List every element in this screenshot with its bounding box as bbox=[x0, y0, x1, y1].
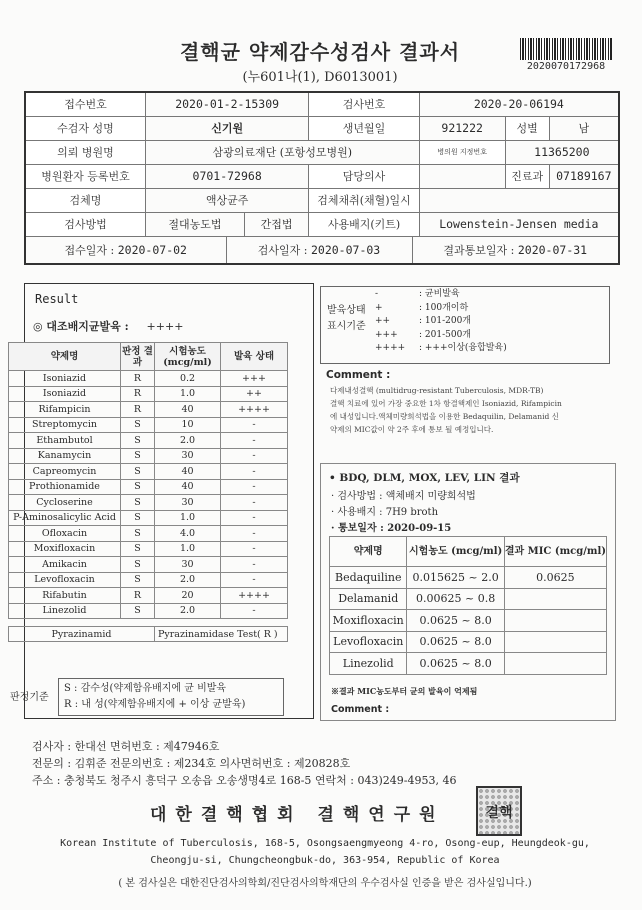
hospital-label: 의뢰 병원명 bbox=[25, 140, 145, 164]
drug-conc: 0.2 bbox=[155, 371, 221, 387]
drug-name: Moxifloxacin bbox=[9, 541, 121, 557]
dept-value: 07189167 bbox=[549, 164, 619, 188]
drug-result: R bbox=[121, 386, 155, 402]
table-row bbox=[9, 588, 288, 604]
official-seal bbox=[476, 786, 522, 836]
drug-conc: 40 bbox=[155, 479, 221, 495]
address-line: 주소 : 충청북도 청주시 흥덕구 오송읍 오송생명4로 168-5 연락처 : 043)249-4953, 46 bbox=[32, 774, 457, 787]
medium-label: 사용배지(키트) bbox=[309, 212, 419, 236]
comment-line: 에 내성입니다.액체미량희석법을 이용한 Bedaquilin, Delamanid 신 bbox=[330, 412, 559, 421]
specialist-line: 전문의 : 김휘준 전문의번호 : 제234호 의사면허번호 : 제20828호 bbox=[32, 757, 351, 770]
legend-item bbox=[375, 329, 507, 343]
legend-meaning: : +++이상(융합발육) bbox=[419, 343, 507, 353]
mic-conc: 0.0625 ~ 8.0 bbox=[407, 610, 504, 632]
collect-value bbox=[419, 188, 619, 212]
hosp-code-label: 병의원 지정번호 bbox=[419, 140, 505, 164]
growth-legend bbox=[320, 286, 610, 364]
pza-row bbox=[8, 626, 288, 642]
drug-growth: ++++ bbox=[221, 588, 288, 604]
legend-symbol: +++ bbox=[375, 329, 398, 340]
form-number: (누601나(1), D6013001) bbox=[242, 70, 398, 85]
mic-comment: Comment : bbox=[331, 704, 390, 715]
drug-growth: - bbox=[221, 464, 288, 480]
mic-col-conc: 시험농도 (mcg/ml) bbox=[407, 537, 504, 567]
drug-result: S bbox=[121, 495, 155, 511]
legend-item bbox=[375, 315, 507, 329]
criteria-block bbox=[8, 678, 288, 718]
reported-date: 2020-07-31 bbox=[517, 242, 588, 257]
drug-result: S bbox=[121, 603, 155, 619]
legend-meaning: : 균비발육 bbox=[419, 289, 460, 299]
birth-date: 921222 bbox=[419, 116, 505, 140]
birth-label: 생년월일 bbox=[309, 116, 419, 140]
specimen-label: 검체명 bbox=[25, 188, 145, 212]
table-row bbox=[9, 464, 288, 480]
drug-name: Capreomycin bbox=[9, 464, 121, 480]
test-no: 2020-20-06194 bbox=[419, 92, 619, 116]
drug-conc: 2.0 bbox=[155, 572, 221, 588]
dept-label: 진료과 bbox=[505, 164, 549, 188]
legend-symbol: ++ bbox=[375, 316, 391, 326]
barcode-number: 2020070172968 bbox=[526, 61, 606, 72]
drug-result: S bbox=[121, 557, 155, 573]
mic-drug: Bedaquiline bbox=[330, 567, 407, 589]
drug-name: Rifabutin bbox=[9, 588, 121, 604]
drug-name: Amikacin bbox=[9, 557, 121, 573]
drug-result: S bbox=[121, 510, 155, 526]
drug-growth: - bbox=[221, 448, 288, 464]
drug-result: S bbox=[121, 433, 155, 449]
drug-growth: ++ bbox=[221, 386, 288, 402]
organization-name: 대한결핵협회 결핵연구원 bbox=[150, 805, 445, 825]
hosp-code: 11365200 bbox=[505, 140, 619, 164]
result-heading: Result bbox=[35, 292, 79, 306]
received-date: 2020-07-02 bbox=[117, 242, 187, 257]
mic-col-result: 결과 MIC (mcg/ml) bbox=[504, 537, 606, 567]
bdq-method: · 검사방법 : 액체배지 미량희석법 bbox=[331, 491, 476, 502]
drug-result: R bbox=[121, 588, 155, 604]
specimen-value: 액상균주 bbox=[145, 188, 308, 212]
drug-name: Levofloxacin bbox=[9, 572, 121, 588]
table-row bbox=[330, 610, 607, 632]
comment-heading: Comment : bbox=[326, 369, 391, 381]
drug-result: S bbox=[121, 479, 155, 495]
reg-label: 병원환자 등록번호 bbox=[25, 164, 145, 188]
reg-no: 0701-72968 bbox=[145, 164, 308, 188]
drug-growth: - bbox=[221, 541, 288, 557]
table-row bbox=[9, 417, 288, 433]
criteria-s: S : 감수성(약제함유배지에 균 비발육 bbox=[64, 683, 227, 694]
hospital-name: 삼광의료재단 (포항성모병원) bbox=[145, 140, 419, 164]
comment-text bbox=[330, 384, 616, 436]
mic-conc: 0.015625 ~ 2.0 bbox=[407, 567, 504, 589]
drug-name: Rifampicin bbox=[9, 402, 121, 418]
test-no-label: 검사번호 bbox=[309, 92, 419, 116]
tester-line: 검사자 : 한대선 면허번호 : 제47946호 bbox=[32, 740, 220, 753]
criteria-label: 판정기준 bbox=[10, 692, 49, 703]
mic-drug: Linezolid bbox=[330, 653, 407, 675]
collect-label: 검체채취(채혈)일시 bbox=[309, 188, 419, 212]
drug-name: Isoniazid bbox=[9, 371, 121, 387]
drug-growth: - bbox=[221, 495, 288, 511]
control-value: ++++ bbox=[146, 320, 184, 333]
drug-conc: 40 bbox=[155, 464, 221, 480]
table-row bbox=[9, 572, 288, 588]
received-label: 접수일자 bbox=[64, 243, 108, 257]
comment-line: 약제의 MIC값이 약 2주 후에 통보 될 예정입니다. bbox=[330, 425, 494, 434]
table-row bbox=[9, 526, 288, 542]
seal-text: 결핵 bbox=[485, 805, 513, 821]
drug-name: Prothionamide bbox=[9, 479, 121, 495]
medium-value: Lowenstein-Jensen media bbox=[419, 212, 619, 236]
control-growth bbox=[33, 318, 183, 334]
drug-conc: 1.0 bbox=[155, 510, 221, 526]
drug-growth: - bbox=[221, 510, 288, 526]
barcode-image bbox=[520, 38, 612, 60]
doctor-label: 담당의사 bbox=[309, 164, 419, 188]
method-label: 검사방법 bbox=[25, 212, 145, 236]
mic-conc: 0.00625 ~ 0.8 bbox=[407, 588, 504, 610]
receipt-no: 2020-01-2-15309 bbox=[145, 92, 308, 116]
patient-info-table: 접수번호 2020-01-2-15309 검사번호 2020-20-06194 수검자 성명 신기원 생년월일 921222 성별 남 의뢰 병원명 삼광의료재단 (포항성모병원) 병의원 지정번호 11365200 병원환자 등록번호 0701-72968 담당의사 진료과 07189167 검체명 액상균주 검체채취(채혈)일시 검사방법 절대농도법 간접법 사용배지(키트) Lowenstein-Jensen media 접수일자 : 2020-07-02 검사일자 : 2020-07-03 결과통보일자 : 2020-07-31 bbox=[24, 91, 620, 265]
mic-result: 0.0625 bbox=[504, 567, 606, 589]
drug-conc: 30 bbox=[155, 448, 221, 464]
legend-item bbox=[375, 342, 507, 356]
org-address-en-1: Korean Institute of Tuberculosis, 168-5, Osongsaengmyeong 4-ro, Osong-eup, Heungdeok-gu, bbox=[60, 838, 590, 849]
drug-name: Cycloserine bbox=[9, 495, 121, 511]
mic-col-drug: 약제명 bbox=[330, 537, 407, 567]
drug-result: R bbox=[121, 402, 155, 418]
drug-result: S bbox=[121, 448, 155, 464]
drug-name: Ofloxacin bbox=[9, 526, 121, 542]
drug-growth: +++ bbox=[221, 371, 288, 387]
bdq-panel bbox=[320, 463, 616, 721]
table-row bbox=[9, 402, 288, 418]
mic-result bbox=[504, 610, 606, 632]
table-row bbox=[9, 510, 288, 526]
control-label: ◎ 대조배지균발육 : bbox=[33, 320, 129, 333]
drug-growth: - bbox=[221, 433, 288, 449]
table-row bbox=[9, 371, 288, 387]
method-2: 간접법 bbox=[244, 212, 309, 236]
drug-conc: 20 bbox=[155, 588, 221, 604]
comment-line: 다제내성결핵 (multidrug-resistant Tuberculosis, MDR-TB) bbox=[330, 386, 544, 395]
mic-table bbox=[329, 536, 607, 675]
drug-result: S bbox=[121, 572, 155, 588]
drug-conc: 10 bbox=[155, 417, 221, 433]
drug-result: S bbox=[121, 417, 155, 433]
drug-conc: 30 bbox=[155, 495, 221, 511]
drug-name: Ethambutol bbox=[9, 433, 121, 449]
drug-result: S bbox=[121, 541, 155, 557]
legend-symbol: ++++ bbox=[375, 343, 406, 353]
drug-growth: - bbox=[221, 417, 288, 433]
table-row bbox=[330, 631, 607, 653]
drug-name: Linezolid bbox=[9, 603, 121, 619]
pza-name: Pyrazinamid bbox=[9, 627, 155, 642]
legend-meaning: : 201-500개 bbox=[419, 329, 471, 340]
mic-conc: 0.0625 ~ 8.0 bbox=[407, 653, 504, 675]
legend-meaning: : 101-200개 bbox=[419, 316, 471, 326]
mic-result bbox=[504, 653, 606, 675]
mic-result bbox=[504, 631, 606, 653]
drug-growth: ++++ bbox=[221, 402, 288, 418]
mic-conc: 0.0625 ~ 8.0 bbox=[407, 631, 504, 653]
pza-value: Pyrazinamidase Test( R ) bbox=[155, 627, 288, 642]
mic-result bbox=[504, 588, 606, 610]
legend-label: 발육상태 표시기준 bbox=[327, 305, 366, 332]
table-row bbox=[330, 567, 607, 589]
col-drug: 약제명 bbox=[9, 343, 121, 371]
criteria-box bbox=[58, 678, 284, 716]
doctor-name bbox=[419, 164, 505, 188]
drug-growth: - bbox=[221, 479, 288, 495]
legend-items bbox=[375, 288, 507, 356]
drug-conc: 40 bbox=[155, 402, 221, 418]
bdq-notify: · 통보일자 : 2020-09-15 bbox=[331, 523, 452, 534]
mic-drug: Delamanid bbox=[330, 588, 407, 610]
drug-conc: 4.0 bbox=[155, 526, 221, 542]
sex-value: 남 bbox=[549, 116, 619, 140]
table-row bbox=[9, 541, 288, 557]
drug-growth: - bbox=[221, 557, 288, 573]
table-row bbox=[9, 603, 288, 619]
patient-label: 수검자 성명 bbox=[25, 116, 145, 140]
drug-result: R bbox=[121, 371, 155, 387]
legend-item bbox=[375, 302, 507, 316]
mic-note: ※결과 MIC농도부터 균의 발육이 억제됨 bbox=[331, 686, 478, 696]
table-row bbox=[9, 479, 288, 495]
col-conc: 시험농도 (mcg/ml) bbox=[155, 343, 221, 371]
drug-conc: 2.0 bbox=[155, 603, 221, 619]
drug-conc: 1.0 bbox=[155, 386, 221, 402]
receipt-no-label: 접수번호 bbox=[25, 92, 145, 116]
table-row bbox=[9, 433, 288, 449]
drug-name: Isoniazid bbox=[9, 386, 121, 402]
drug-conc: 2.0 bbox=[155, 433, 221, 449]
table-row bbox=[330, 588, 607, 610]
org-address-en-2: Cheongju-si, Chungcheongbuk-do, 363-954, Republic of Korea bbox=[150, 855, 500, 866]
col-result: 판정 결과 bbox=[121, 343, 155, 371]
table-row bbox=[9, 495, 288, 511]
legend-symbol: + bbox=[375, 302, 383, 313]
drug-name: Streptomycin bbox=[9, 417, 121, 433]
criteria-r: R : 내 성(약제함유배지에 + 이상 균발육) bbox=[64, 699, 246, 710]
mic-drug: Levofloxacin bbox=[330, 631, 407, 653]
table-row bbox=[9, 557, 288, 573]
bdq-heading: • BDQ, DLM, MOX, LEV, LIN 결과 bbox=[329, 472, 520, 484]
method-1: 절대농도법 bbox=[145, 212, 244, 236]
tested-label: 검사일자 bbox=[257, 243, 301, 257]
drug-growth: - bbox=[221, 572, 288, 588]
patient-name: 신기원 bbox=[145, 116, 308, 140]
tested-date: 2020-07-03 bbox=[310, 242, 381, 257]
susceptibility-table bbox=[8, 342, 288, 619]
drug-growth: - bbox=[221, 526, 288, 542]
table-row bbox=[330, 653, 607, 675]
comment-line: 결핵 치료에 있어 가장 중요한 1차 항결핵제인 Isoniazid, Rifampicin bbox=[330, 399, 562, 408]
legend-meaning: : 100개이하 bbox=[419, 302, 469, 313]
legend-item bbox=[375, 288, 507, 302]
drug-result: S bbox=[121, 526, 155, 542]
col-growth: 발육 상태 bbox=[221, 343, 288, 371]
legend-symbol: - bbox=[375, 289, 379, 299]
drug-name: Kanamycin bbox=[9, 448, 121, 464]
mic-drug: Moxifloxacin bbox=[330, 610, 407, 632]
drug-result: S bbox=[121, 464, 155, 480]
certification-footer: ( 본 검사실은 대한진단검사의학회/진단검사의학재단의 우수검사실 인증을 받은 검사실입니다.) bbox=[118, 878, 532, 889]
reported-label: 결과통보일자 bbox=[443, 243, 508, 257]
drug-conc: 1.0 bbox=[155, 541, 221, 557]
table-row bbox=[9, 386, 288, 402]
drug-conc: 30 bbox=[155, 557, 221, 573]
bdq-medium: · 사용배지 : 7H9 broth bbox=[331, 507, 439, 518]
sex-label: 성별 bbox=[505, 116, 549, 140]
drug-growth: - bbox=[221, 603, 288, 619]
report-title: 결핵균 약제감수성검사 결과서 bbox=[179, 40, 461, 64]
table-row bbox=[9, 448, 288, 464]
drug-name: P-Aminosalicylic Acid bbox=[9, 510, 121, 526]
